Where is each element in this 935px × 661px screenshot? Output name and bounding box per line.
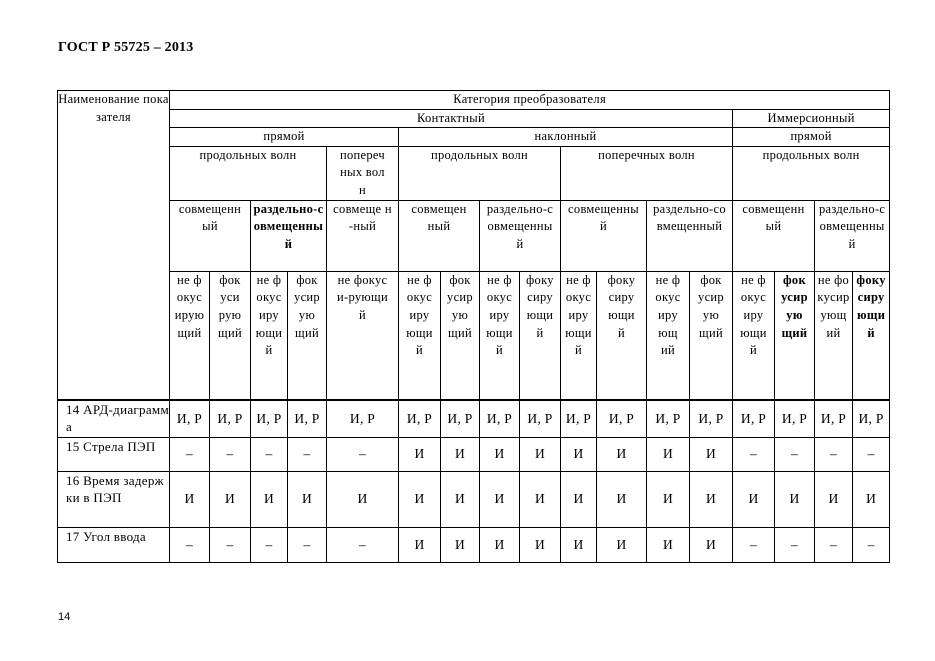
table-cell: – [210, 437, 251, 471]
table-cell: – [853, 437, 890, 471]
header-focusing: фокусирующий [775, 271, 815, 400]
table-cell: И [690, 527, 733, 562]
table-row [58, 527, 890, 562]
table-cell: И, Р [327, 400, 399, 438]
table-cell: И [561, 471, 597, 527]
table-cell: И, Р [561, 400, 597, 438]
row-name: 14 АРД-диаграмма [58, 400, 170, 438]
table-cell: – [251, 527, 288, 562]
table-cell: И [520, 471, 561, 527]
table-cell: И [733, 471, 775, 527]
table-cell: И [441, 471, 480, 527]
header-non-focusing-wide: не фокуси-рующий [327, 271, 399, 400]
header-focusing: фокусирующий [441, 271, 480, 400]
table-cell: И [597, 527, 647, 562]
table-cell: И, Р [480, 400, 520, 438]
header-transverse-waves-angled: поперечных волн [561, 146, 733, 200]
header-longitudinal-waves-immersion: продольных волн [733, 146, 890, 200]
table-cell: И [399, 527, 441, 562]
header-combined: совмещенный [170, 200, 251, 271]
table-cell: – [327, 437, 399, 471]
table-cell: И [561, 437, 597, 471]
header-non-focusing: не фокусирующий [815, 271, 853, 400]
table-cell: – [733, 527, 775, 562]
header-separate-combined-angled-long: раздельно-совмещенный [480, 200, 561, 271]
table-cell: И [441, 527, 480, 562]
header-separate-combined-immersion: раздельно-совмещенный [815, 200, 890, 271]
table-cell: – [815, 437, 853, 471]
table-cell: – [288, 437, 327, 471]
table-cell: И [441, 437, 480, 471]
table-cell: И, Р [815, 400, 853, 438]
header-straight-immersion: прямой [733, 128, 890, 147]
table-cell: – [210, 527, 251, 562]
document-header: ГОСТ Р 55725 – 2013 [58, 40, 194, 55]
table-row [58, 400, 890, 438]
table-cell: И, Р [399, 400, 441, 438]
header-focusing: фокусирующий [690, 271, 733, 400]
table-cell: И [327, 471, 399, 527]
table-cell: И [480, 437, 520, 471]
table-cell: – [251, 437, 288, 471]
table-cell: И, Р [690, 400, 733, 438]
table-cell: И, Р [170, 400, 210, 438]
table-cell: И, Р [210, 400, 251, 438]
table-cell: И [288, 471, 327, 527]
header-longitudinal-waves: продольных волн [170, 146, 327, 200]
header-non-focusing: не фокусирующий [561, 271, 597, 400]
table-cell: И, Р [853, 400, 890, 438]
table-cell: И [647, 437, 690, 471]
table-cell: И [853, 471, 890, 527]
table-cell: И, Р [597, 400, 647, 438]
header-straight: прямой [170, 128, 399, 147]
table-cell: И [815, 471, 853, 527]
table-cell: – [733, 437, 775, 471]
requirements-table [57, 90, 890, 563]
header-transducer-category: Категория преобразователя [170, 91, 890, 110]
header-non-focusing: не фокусирующий [170, 271, 210, 400]
header-non-focusing: не фокусирующий [399, 271, 441, 400]
table-cell: И [647, 471, 690, 527]
header-combined-angled-long: совмещенный [399, 200, 480, 271]
table-cell: И [597, 471, 647, 527]
header-separate-combined: раздельно-совмещенный [251, 200, 327, 271]
page-number: 14 [58, 611, 71, 623]
header-contact: Контактный [170, 109, 733, 128]
header-non-focusing: не фокусирующий [251, 271, 288, 400]
table-cell: И, Р [733, 400, 775, 438]
header-combined-angled-trans: совмещенный [561, 200, 647, 271]
table-cell: – [327, 527, 399, 562]
table-cell: И [520, 437, 561, 471]
row-name: 17 Угол ввода [58, 527, 170, 562]
table-cell: И [520, 527, 561, 562]
table-cell: И [775, 471, 815, 527]
table-cell: И [647, 527, 690, 562]
header-non-focusing: не фокусирующий [647, 271, 690, 400]
table-cell: – [288, 527, 327, 562]
header-angled: наклонный [399, 128, 733, 147]
table-cell: – [775, 527, 815, 562]
table-cell: И, Р [251, 400, 288, 438]
table-cell: И [690, 471, 733, 527]
header-non-focusing: не фокусирующий [733, 271, 775, 400]
table-cell: И [399, 471, 441, 527]
column-header-indicator-name: Наименование показателя [58, 91, 170, 400]
table-cell: – [170, 527, 210, 562]
header-non-focusing: не фокусирующий [480, 271, 520, 400]
header-immersion: Иммерсионный [733, 109, 890, 128]
table-cell: – [775, 437, 815, 471]
table-cell: И [251, 471, 288, 527]
table-cell: И [210, 471, 251, 527]
table-cell: И, Р [441, 400, 480, 438]
header-combined-immersion: совмещенный [733, 200, 815, 271]
table-cell: И [170, 471, 210, 527]
header-focusing: фокусирующий [853, 271, 890, 400]
header-focusing: фокусирующий [520, 271, 561, 400]
table-cell: И, Р [647, 400, 690, 438]
header-focusing: фокусирующий [210, 271, 251, 400]
table-cell: – [853, 527, 890, 562]
table-row [58, 437, 890, 471]
table-cell: И, Р [520, 400, 561, 438]
table-cell: И [399, 437, 441, 471]
header-combined-transverse: совмеще н-ный [327, 200, 399, 271]
table-row [58, 471, 890, 527]
table-cell: И [480, 527, 520, 562]
header-focusing: фокусирующий [597, 271, 647, 400]
header-focusing: фокусирующий [288, 271, 327, 400]
header-transverse-waves: поперечных волн [327, 146, 399, 200]
row-name: 16 Время задержки в ПЭП [58, 471, 170, 527]
table-cell: И, Р [288, 400, 327, 438]
table-cell: И, Р [775, 400, 815, 438]
table-cell: И [561, 527, 597, 562]
header-longitudinal-waves-angled: продольных волн [399, 146, 561, 200]
header-separate-combined-angled-trans: раздельно-совмещенный [647, 200, 733, 271]
row-name: 15 Стрела ПЭП [58, 437, 170, 471]
table-cell: И [480, 471, 520, 527]
table-cell: – [170, 437, 210, 471]
table-cell: – [815, 527, 853, 562]
table-cell: И [690, 437, 733, 471]
table-cell: И [597, 437, 647, 471]
